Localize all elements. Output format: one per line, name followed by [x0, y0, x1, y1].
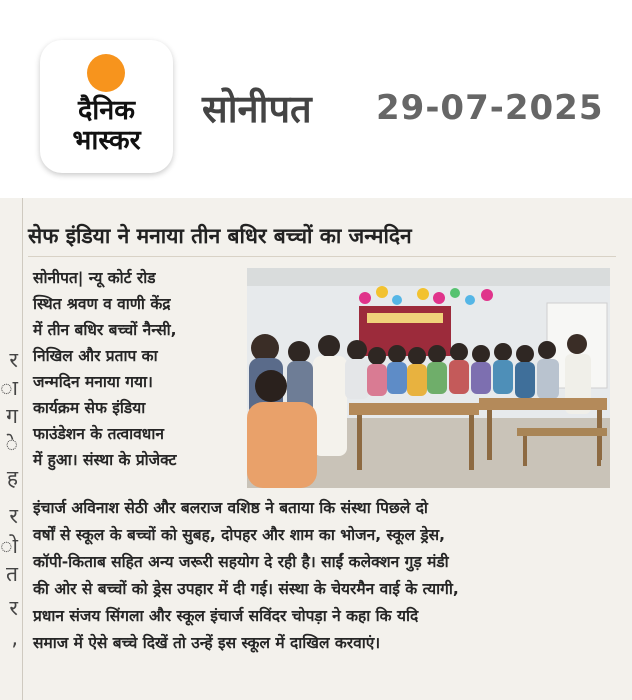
article-line: सोनीपत| न्यू कोर्ट रोड [33, 269, 156, 287]
article-line: स्थित श्रवण व वाणी केंद्र [33, 295, 171, 313]
adjacent-column-char: ा [0, 376, 18, 400]
header [0, 0, 632, 195]
headline-divider [28, 256, 616, 257]
adjacent-column-char: र [9, 504, 18, 528]
logo-text-line1: दैनिक [77, 95, 136, 126]
newspaper-clipping [0, 198, 632, 700]
adjacent-column-char: त [6, 562, 18, 586]
dainik-bhaskar-logo [40, 40, 173, 173]
article-line: फाउंडेशन के तत्वावधान [33, 425, 164, 443]
article-line: प्रधान संजय सिंगला और स्कूल इंचार्ज सविंदर चोपड़ा ने कहा कि यदि [33, 607, 419, 625]
adjacent-column-char: े [5, 432, 18, 456]
adjacent-column-char: ह [6, 466, 18, 490]
adjacent-column-char: ो [0, 534, 18, 558]
article-line: इंचार्ज अविनाश सेठी और बलराज वशिष्ठ ने बताया कि संस्था पिछले दो [33, 499, 428, 517]
article-line: जन्मदिन मनाया गया। [33, 373, 153, 391]
birthday-celebration-photo [247, 268, 610, 488]
article-headline: सेफ इंडिया ने मनाया तीन बधिर बच्चों का जन्मदिन [28, 224, 412, 248]
adjacent-column-fragment [0, 198, 23, 700]
adjacent-column-char: , [11, 626, 18, 650]
sun-icon [87, 54, 125, 92]
edition-city: सोनीपत [202, 87, 312, 131]
article-line: में हुआ। संस्था के प्रोजेक्ट [33, 451, 177, 469]
edition-date: 29-07-2025 [376, 88, 604, 128]
adjacent-column-char: ग [6, 404, 18, 428]
article-line: वर्षों से स्कूल के बच्चों को सुबह, दोपहर और शाम का भोजन, स्कूल ड्रेस, [33, 526, 446, 544]
adjacent-column-char: र [9, 596, 18, 620]
article-line: कॉपी-किताब सहित अन्य जरूरी सहयोग दे रही है। साईं कलेक्शन गुड़ मंडी [33, 553, 449, 571]
article-photo [247, 268, 610, 488]
article-line: निखिल और प्रताप का [33, 347, 158, 365]
logo-text-line2: भास्कर [72, 125, 141, 156]
article-line: में तीन बधिर बच्चों नैन्सी, [33, 321, 177, 339]
article-line: कार्यक्रम सेफ इंडिया [33, 399, 146, 417]
article-line: की ओर से बच्चों को ड्रेस उपहार में दी गई। संस्था के चेयरमैन वाई के त्यागी, [33, 580, 459, 598]
adjacent-column-char: र [9, 348, 18, 372]
article-line: समाज में ऐसे बच्चे दिखें तो उन्हें इस स्कूल में दाखिल करवाएं। [33, 634, 381, 652]
